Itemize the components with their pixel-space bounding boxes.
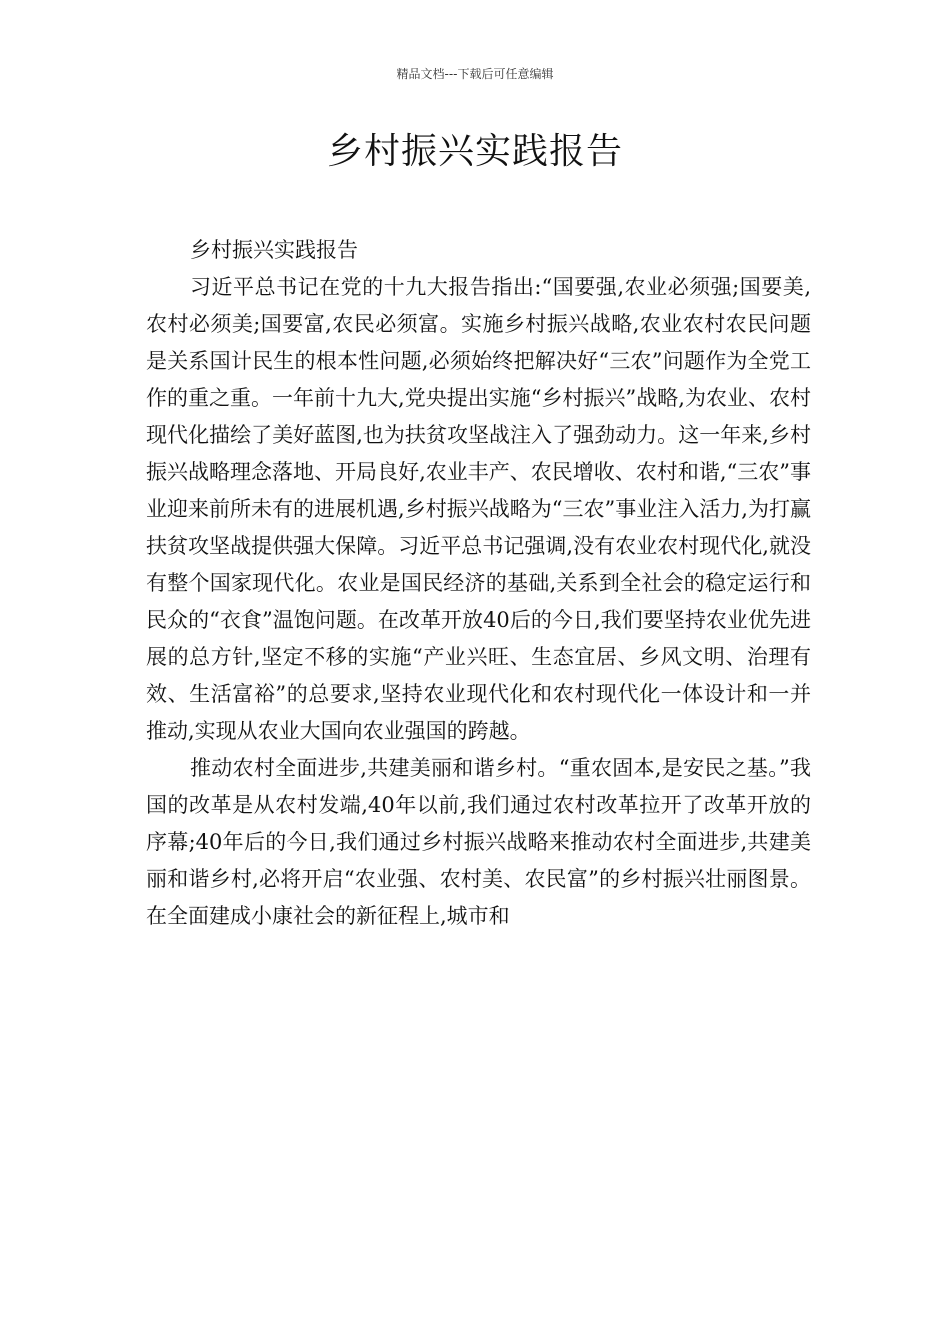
header-note: 精品文档---下载后可任意编辑 [396, 67, 554, 81]
paragraph-2: 推动农村全面进步,共建美丽和谐乡村。“重农固本,是安民之基。”我国的改革是从农村发端,40年以前,我们通过农村改革拉开了改革开放的序幕;40年后的今日,我们通过乡村振兴战略来推动农村全面进步,共建美丽和谐乡村,必将开启“农业强、农村美、农民富”的乡村振兴壮丽图景。在全面建成小康社会的新征程上,城市和 [146, 756, 811, 928]
body-subtitle: 乡村振兴实践报告 [190, 238, 358, 262]
document-title: 乡村振兴实践报告 [326, 131, 623, 172]
paragraph-1: 习近平总书记在党的十九大报告指出:“国要强,农业必须强;国要美,农村必须美;国要富,农民必须富。实施乡村振兴战略,农业农村农民问题是关系国计民生的根本性问题,必须始终把解决好“三农”问题作为全党工作的重之重。一年前十九大,党央提出实施“乡村振兴”战略,为农业、农村现代化描绘了美好蓝图,也为扶贫攻坚战注入了强劲动力。这一年来,乡村振兴战略理念落地、开局良好,农业丰产、农民增收、农村和谐,“三农”事业迎来前所未有的进展机遇,乡村振兴战略为“三农”事业注入活力,为打赢扶贫攻坚战提供强大保障。习近平总书记强调,没有农业农村现代化,就没有整个国家现代化。农业是国民经济的基础,关系到全社会的稳定运行和民众的“衣食”温饱问题。在改革开放40后的今日,我们要坚持农业优先进展的总方针,坚定不移的实施“产业兴旺、生态宜居、乡风文明、治理有效、生活富裕”的总要求,坚持农业现代化和农村现代化一体设计和一并推动,实现从农业大国向农业强国的跨越。 [146, 275, 811, 743]
document-body [146, 232, 811, 935]
